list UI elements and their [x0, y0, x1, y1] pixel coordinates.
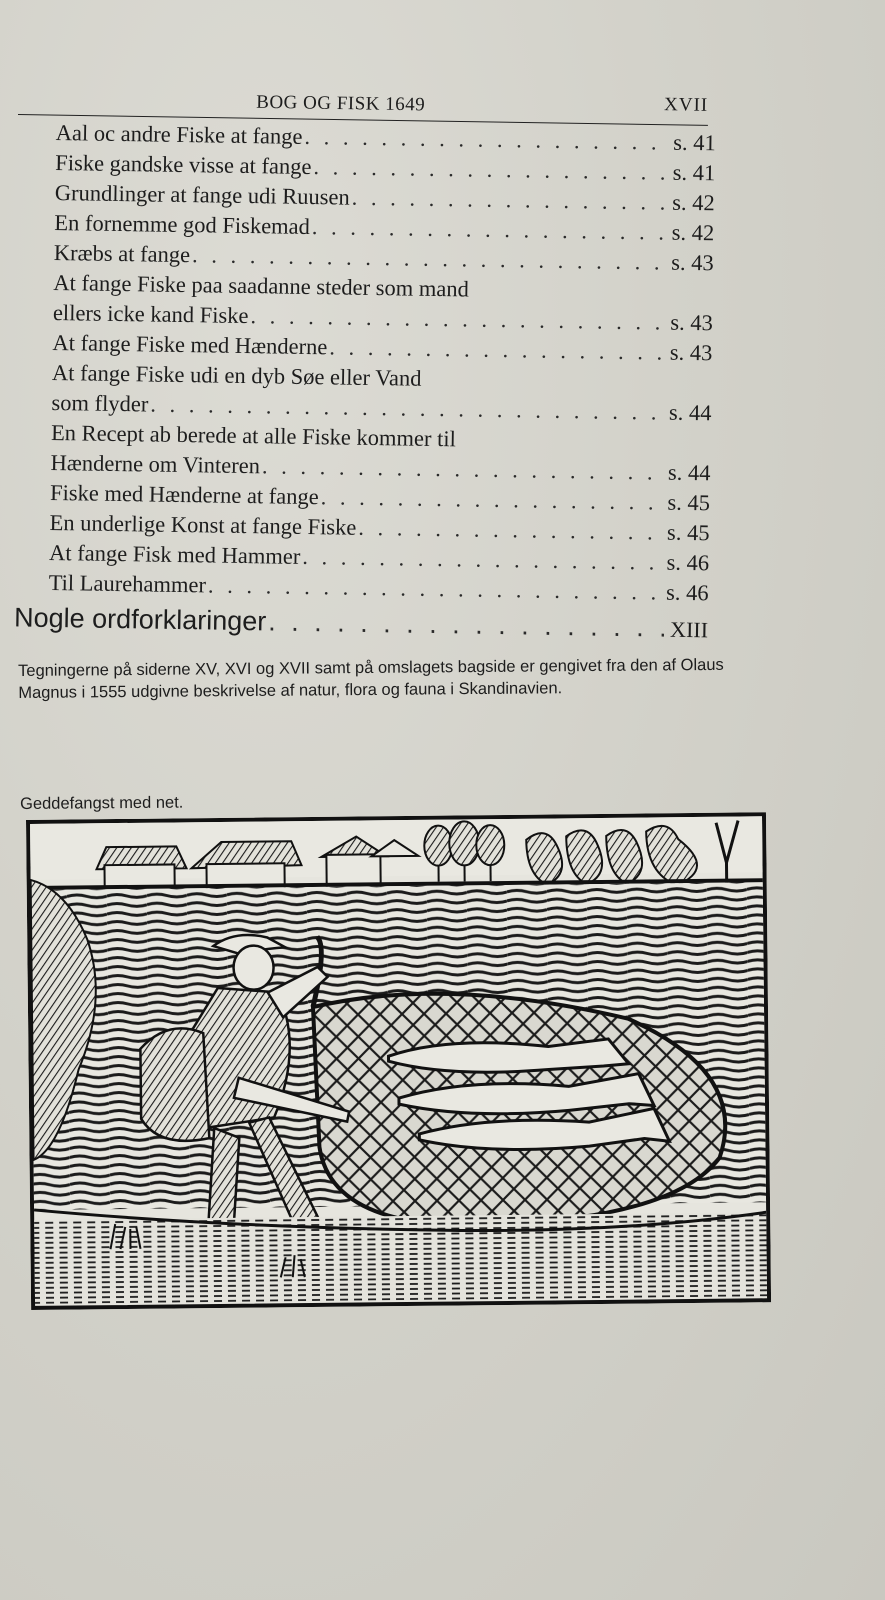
leader-dots — [351, 183, 666, 218]
running-title: BOG OG FISK 1649 — [256, 91, 426, 116]
toc-entry-title: Fiske med Hænderne at fange — [49, 479, 319, 510]
toc-entry-page: s. 43 — [669, 339, 713, 366]
toc-entry-title: En fornemme god Fiskemad — [54, 209, 311, 240]
leader-dots — [358, 513, 661, 548]
toc-entry-title-line1: En Recept ab berede at alle Fiske kommer til — [50, 419, 457, 452]
toc-entry-title: At fange Fisk med Hammer — [48, 539, 301, 569]
toc-entry — [53, 268, 714, 338]
toc-entry — [50, 418, 711, 488]
toc-entry-page: s. 45 — [667, 489, 711, 516]
toc-entry-page: s. 42 — [671, 219, 715, 246]
toc-entry-title: At fange Fiske med Hænderne — [52, 329, 328, 360]
toc-entry-page: s. 46 — [666, 549, 710, 576]
toc-entry-title-line2: som flyder — [51, 389, 149, 417]
toc-entry-page: s. 41 — [672, 129, 716, 156]
appendix-page: XIII — [669, 616, 709, 643]
toc-entry-title: Aal oc andre Fiske at fange — [55, 119, 303, 149]
page-number: XVII — [663, 94, 709, 116]
toc-entry-page: s. 46 — [665, 579, 709, 606]
toc-appendix-entry — [14, 599, 709, 648]
leader-dots — [268, 603, 665, 645]
toc-entry-title: Til Laurehammer — [48, 569, 207, 598]
toc-entry-page: s. 43 — [670, 309, 714, 336]
toc-entry-page: s. 44 — [667, 459, 711, 486]
toc-entry-title-line2: Hænderne om Vinteren — [50, 449, 261, 479]
leader-dots — [208, 570, 661, 607]
toc-entry-page: s. 45 — [666, 519, 710, 546]
toc-entry-title-line2: ellers icke kand Fiske — [52, 299, 249, 329]
toc-entry-page: s. 42 — [672, 189, 715, 216]
toc-entry — [51, 358, 712, 428]
toc-entry-title: Fiske gandske visse at fange — [55, 149, 312, 180]
toc-entry-title: Kræbs at fange — [53, 239, 191, 268]
toc-entry-title-line1: At fange Fiske paa saadanne steder som mand — [53, 269, 470, 302]
illustration-caption: Geddefangst med net. — [20, 793, 184, 813]
appendix-title: Nogle ordforklaringer — [13, 602, 267, 637]
toc-entry-title-line1: At fange Fiske udi en dyb Søe eller Vand — [51, 359, 422, 391]
illustration-source-note: Tegningerne på siderne XV, XVI og XVII samt på omslagets bagside er gengivet fra den af Olaus Magnus i 1555 udgivne beskrivelse af natur, flora og fauna i Skandinavien. — [18, 655, 724, 702]
table-of-contents — [13, 118, 716, 648]
toc-entry-title: En underlige Konst at fange Fiske — [49, 509, 357, 540]
woodcut-illustration — [26, 812, 771, 1310]
toc-entry-page: s. 43 — [671, 249, 715, 276]
toc-entry-page: s. 44 — [668, 399, 712, 426]
toc-entry-title: Grundlinger at fange udi Ruusen — [54, 179, 350, 210]
toc-entry-page: s. 41 — [672, 159, 716, 186]
